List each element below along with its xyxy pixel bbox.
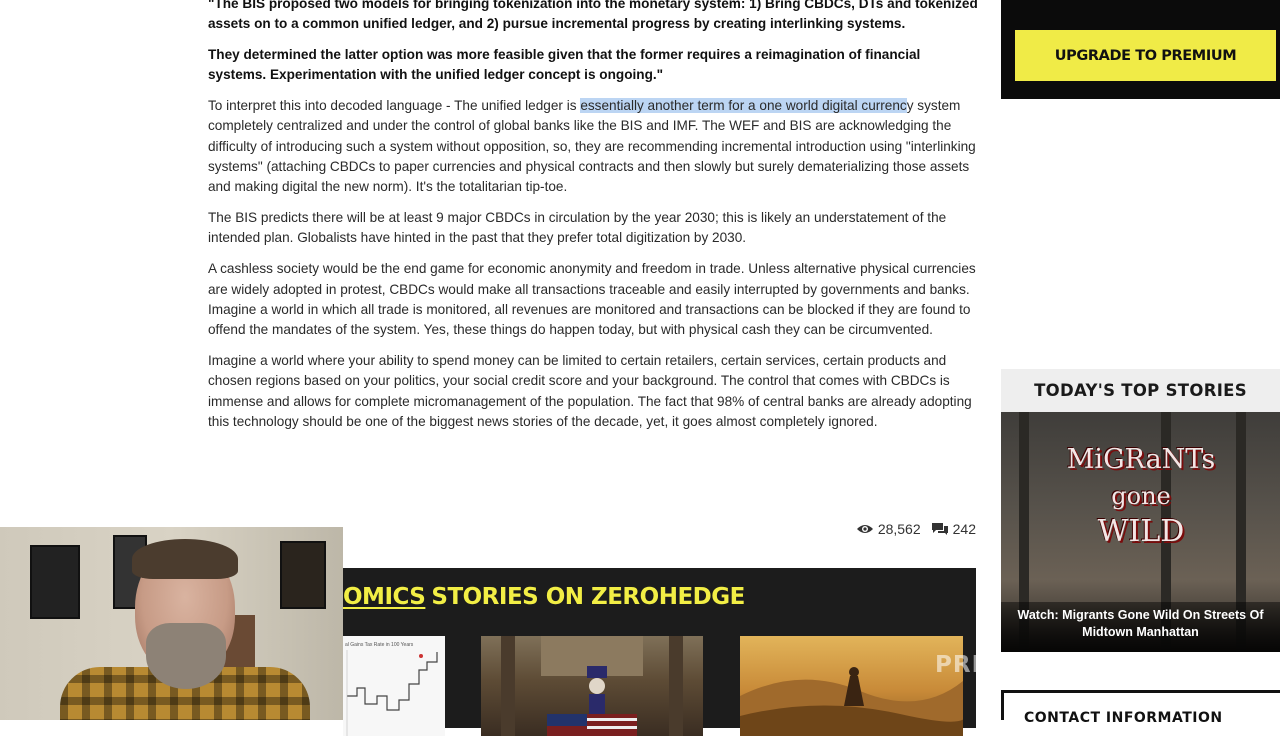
thumbnail-chart-graphic (343, 636, 445, 736)
contact-information-widget (1001, 690, 1280, 726)
top-story-headline[interactable]: Watch: Migrants Gone Wild On Streets Of Midtown Manhattan (1001, 602, 1280, 652)
stories-category-link[interactable]: OMICS (343, 584, 426, 610)
premium-promo (1001, 0, 1280, 99)
premium-watermark: PREMIUM (935, 652, 1066, 678)
selected-text[interactable]: essentially another term for a one world digital currenc (580, 98, 907, 114)
article-text: y system completely centralized and under the control of global banks like the BIS and IMF. The WEF and BIS are acknowledging the difficulty of introducing such a system without opposition, so, they are recommending incremental introduction using "interlinking systems" (attaching CBDCs to paper currencies and physical contracts and then slowly but surely dematerializing those assets and making digital the new norm). It's the totalitarian tip-toe. (208, 98, 976, 195)
article-paragraph-6: Imagine a world where your ability to spend money can be limited to certain retailers, certain services, certain products and chosen regions based on your politics, your social credit score and your background. The control that comes with CBDCs is immense and allows for complete micromanagement of the population. The fact that 98% of central banks are already adopting this technology should be one of the biggest news stories of the decade, yet, it goes almost completely ignored. (208, 352, 972, 429)
related-stories-panel (343, 568, 976, 728)
top-story-image-text (1021, 442, 1261, 550)
story-thumbnail-chart[interactable] (343, 636, 445, 736)
presenter-beard (146, 623, 226, 689)
top-stories-title: TODAY'S TOP STORIES (1034, 381, 1247, 400)
comment-count[interactable] (931, 521, 976, 537)
wall-poster (280, 541, 326, 609)
top-stories-widget (1001, 369, 1280, 652)
top-story-card[interactable] (1001, 412, 1280, 652)
upgrade-to-premium-button[interactable]: UPGRADE TO PREMIUM (1015, 30, 1276, 81)
comments-icon (931, 522, 949, 536)
article-quote-paragraph-1: "The BIS proposed two models for bringing tokenization into the monetary system: 1) Bring CBDCs, DTs and tokenized assets on to a common unified ledger, and 2) pursue incremental progress by creating interlinking systems. (208, 0, 978, 32)
eye-icon (856, 523, 874, 535)
presenter-hair (132, 539, 238, 579)
view-count-value: 28,562 (877, 521, 921, 537)
top-story-overlay-line: WILD (1097, 514, 1185, 549)
story-thumbnail-funeral[interactable] (481, 636, 703, 736)
top-story-overlay-line: gone (1111, 482, 1171, 510)
wall-poster (30, 545, 80, 619)
article-quote-paragraph-2: They determined the latter option was more feasible given that the former requires a reimagination of financial systems. Experimentation with the unified ledger concept is ongoing." (208, 47, 921, 83)
webcam-overlay (0, 527, 343, 720)
article-text: To interpret this into decoded language - The unified ledger is (208, 98, 581, 114)
article-paragraph-5: A cashless society would be the end game for economic anonymity and freedom in trade. Unless alternative physical currencies are widely adopted in protest, CBDCs would make all transactions traceable and easily interrupted by governments and banks. Imagine a world in which all trade is monitored, all revenues are monitored and transactions can be blocked if they are found to offend the mandates of the system. Yes, these things do happen today, but with physical cash they can be circumvented. (208, 261, 976, 338)
story-thumbnail-desert[interactable] (740, 636, 963, 736)
thumbnail-chart-caption: al Gains Tax Rate in 100 Years (345, 642, 414, 648)
thumbnail-desert-graphic (740, 636, 963, 736)
article-body (208, 0, 978, 443)
article-paragraph-3 (208, 96, 978, 197)
article-stats (850, 521, 976, 537)
thumbnail-funeral-graphic (481, 636, 703, 736)
related-stories-title (343, 584, 745, 610)
view-count (856, 521, 921, 537)
comment-count-value: 242 (952, 521, 976, 537)
contact-information-title: CONTACT INFORMATION (1024, 710, 1223, 726)
article-paragraph-4: The BIS predicts there will be at least 9 major CBDCs in circulation by the year 2030; this is likely an understatement of the intended plan. Globalists have hinted in the past that they prefer total digitization by 2030. (208, 210, 947, 246)
stories-title-rest: STORIES ON ZEROHEDGE (431, 584, 745, 610)
top-story-overlay-line: MiGRaNTs (1066, 444, 1216, 475)
